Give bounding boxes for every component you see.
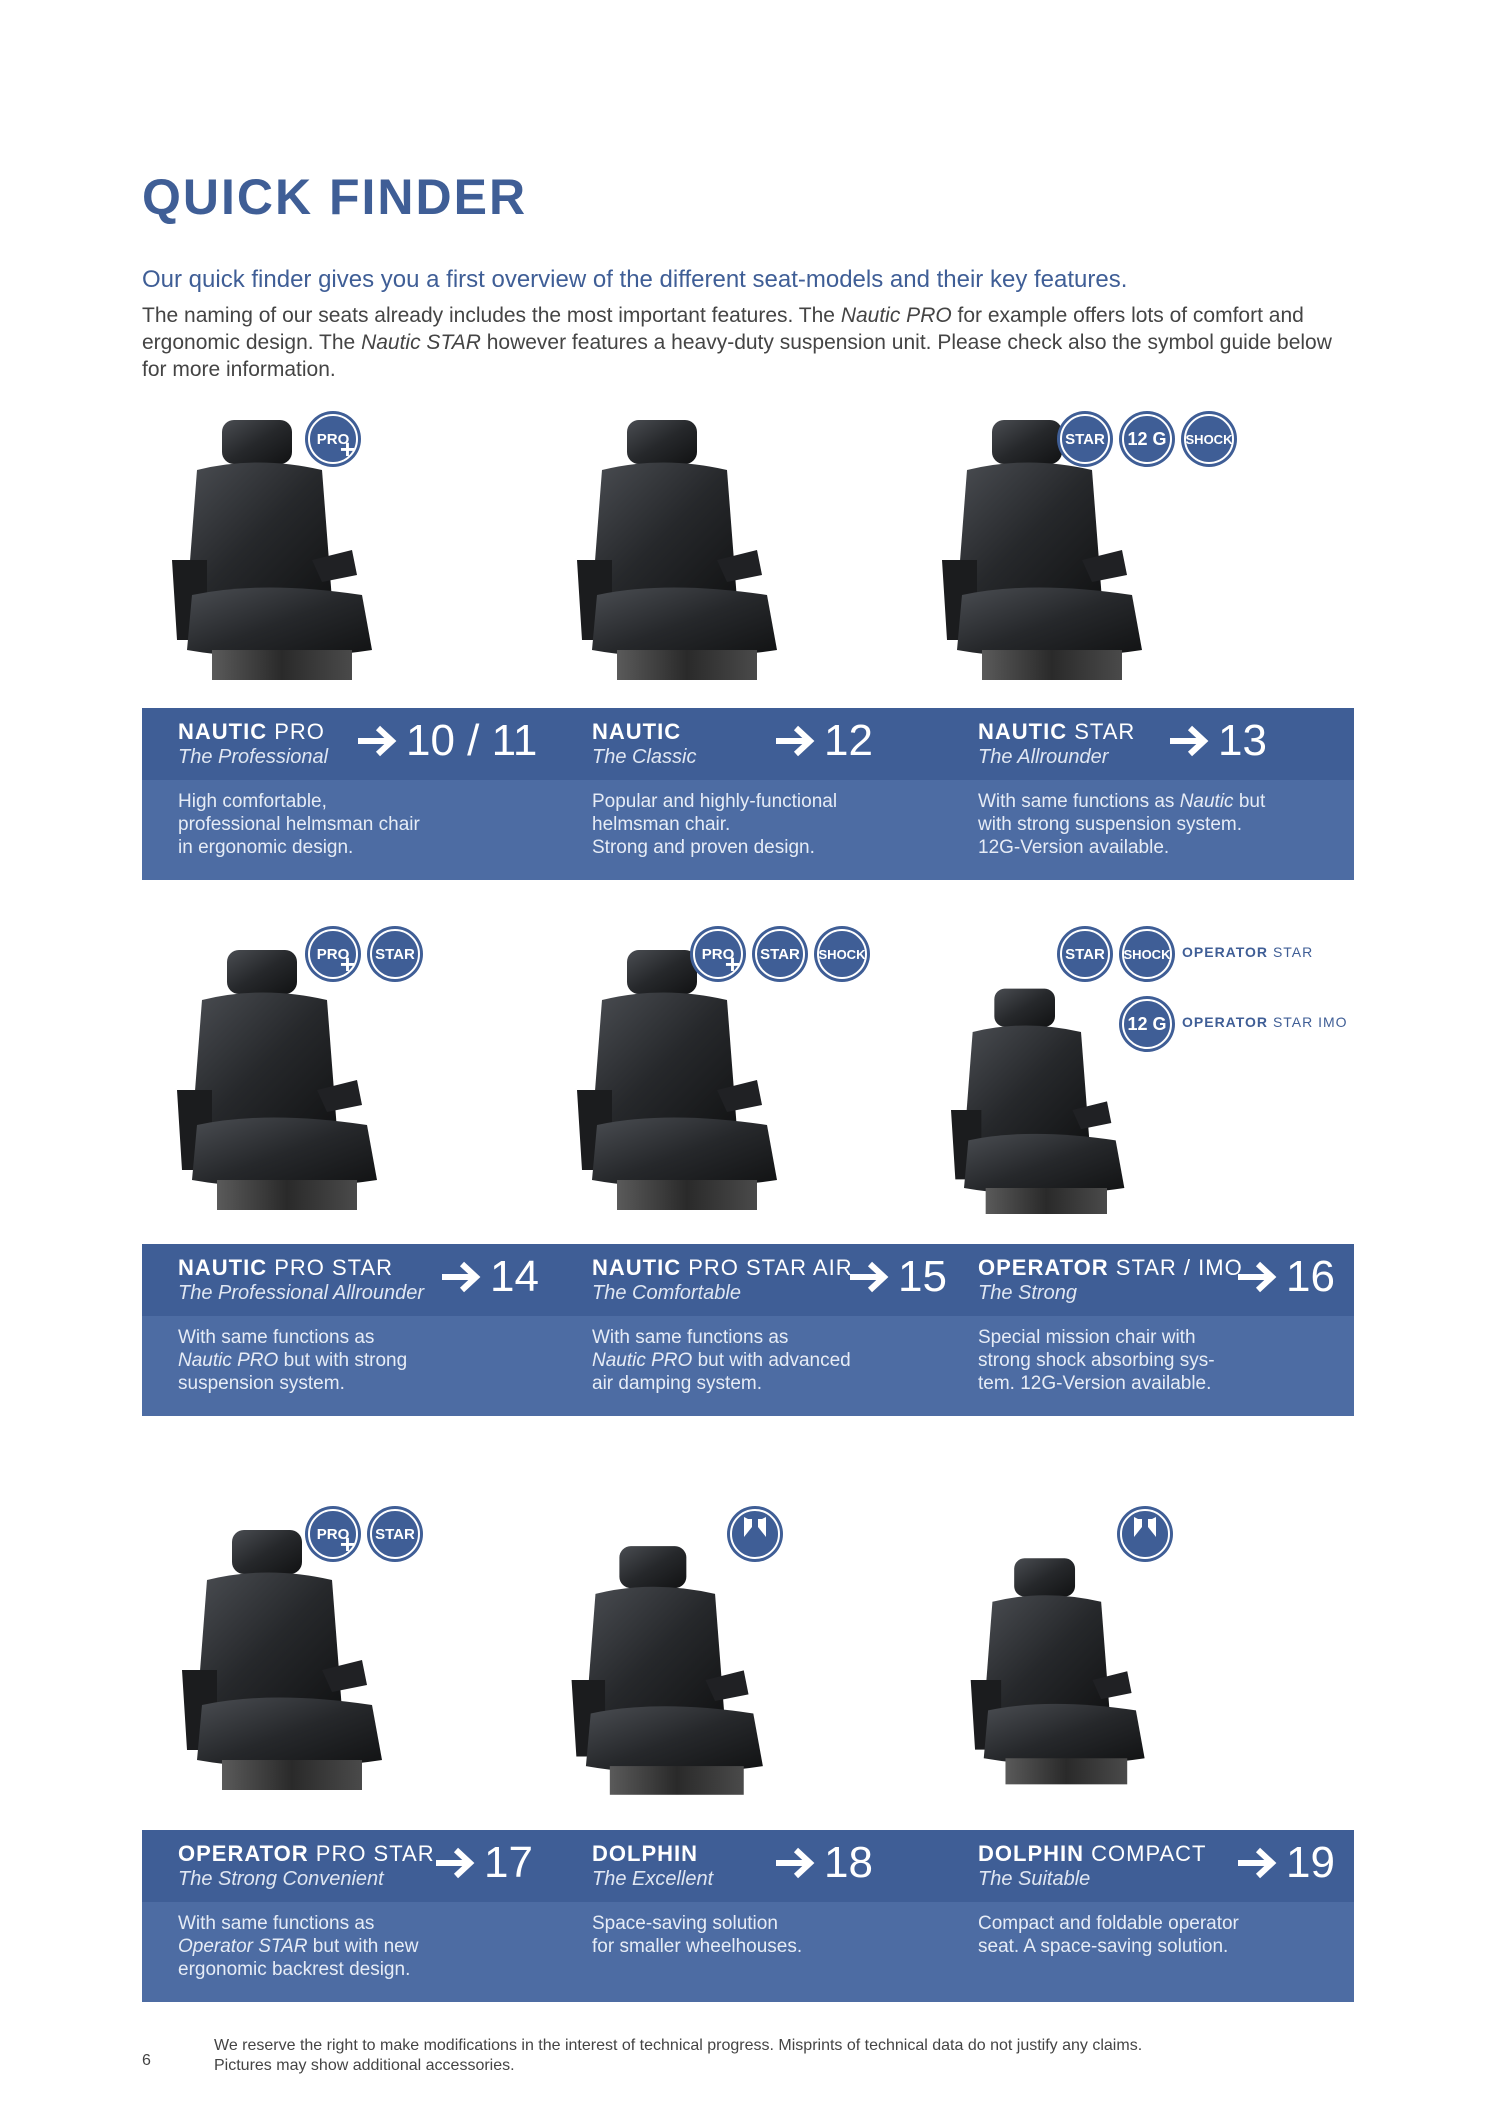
nautic-pro-icons bbox=[305, 411, 361, 467]
operator-star-icons bbox=[1057, 926, 1175, 982]
arrow-right-icon bbox=[1168, 724, 1210, 758]
product-subtitle: The Professional Allrounder bbox=[178, 1282, 425, 1304]
operator-star-icon-label: OPERATOR STAR bbox=[1182, 944, 1314, 960]
arrow-right-icon bbox=[774, 724, 816, 758]
star-icon: STAR bbox=[1057, 411, 1113, 467]
page-title: QUICK FINDER bbox=[142, 169, 528, 225]
product-description: Compact and foldable operator seat. A space-saving solution. bbox=[978, 1913, 1239, 1957]
product-row-3 bbox=[142, 1500, 1354, 2000]
product-description: Popular and highly-functional helmsman chair. Strong and proven design. bbox=[592, 791, 838, 858]
product-name: DOLPHIN COMPACT bbox=[978, 1841, 1207, 1866]
pro-icon: PRO + bbox=[305, 1506, 361, 1562]
product-subtitle: The Strong Convenient bbox=[178, 1868, 384, 1890]
product-description: With same functions as Nautic but with strong suspension system. 12G-Version available. bbox=[978, 791, 1266, 858]
arrow-right-icon bbox=[440, 1260, 482, 1294]
product-description: Special mission chair with strong shock absorbing sys- tem. 12G-Version available. bbox=[978, 1327, 1215, 1394]
arrow-right-icon bbox=[434, 1846, 476, 1880]
product-subtitle: The Classic bbox=[592, 746, 697, 768]
nautic-star-icons bbox=[1057, 411, 1237, 467]
product-subtitle: The Professional bbox=[178, 746, 329, 768]
product-subtitle: The Suitable bbox=[978, 1868, 1091, 1890]
product-description: With same functions as Nautic PRO but with strong suspension system. bbox=[178, 1327, 408, 1394]
product-name: NAUTIC STAR bbox=[978, 719, 1136, 744]
shock-icon: SHOCK bbox=[814, 926, 870, 982]
product-subtitle: The Excellent bbox=[592, 1868, 714, 1890]
product-subtitle: The Allrounder bbox=[978, 746, 1109, 768]
arrow-right-icon bbox=[1236, 1260, 1278, 1294]
dolphin-icons bbox=[727, 1506, 783, 1562]
product-name: DOLPHIN bbox=[592, 1841, 698, 1866]
arrow-right-icon bbox=[848, 1260, 890, 1294]
page-reference: 14 bbox=[440, 1252, 539, 1302]
product-subtitle: The Strong bbox=[978, 1282, 1077, 1304]
arrow-right-icon bbox=[774, 1846, 816, 1880]
shock-icon: SHOCK bbox=[1181, 411, 1237, 467]
nautic-pro-star-seat-image bbox=[167, 940, 397, 1240]
product-row-1 bbox=[142, 405, 1354, 880]
page-reference: 18 bbox=[774, 1838, 873, 1888]
product-subtitle: The Comfortable bbox=[592, 1282, 741, 1304]
product-description-band bbox=[142, 1902, 1354, 2002]
nautic-pro-star-air-icons bbox=[690, 926, 870, 982]
arrow-right-icon bbox=[1236, 1846, 1278, 1880]
footer-disclaimer: We reserve the right to make modifications in the interest of technical progress. Misprints of technical data do not justify any claims. Pictures may show additional accessories. bbox=[214, 2037, 1143, 2074]
nautic-pro-star-icons bbox=[305, 926, 423, 982]
page-reference: 16 bbox=[1236, 1252, 1335, 1302]
product-title-band bbox=[142, 708, 1354, 780]
dolphin-seat-image bbox=[562, 1530, 782, 1830]
product-name: NAUTIC PRO bbox=[178, 719, 325, 744]
shock-icon: SHOCK bbox=[1119, 926, 1175, 982]
12g-icon: 12 G bbox=[1119, 411, 1175, 467]
arrow-right-icon bbox=[356, 724, 398, 758]
star-icon: STAR bbox=[367, 926, 423, 982]
product-description: With same functions as Nautic PRO but with advanced air damping system. bbox=[592, 1327, 851, 1394]
product-description: With same functions as Operator STAR but with new ergonomic backrest design. bbox=[178, 1913, 419, 1980]
compact-width-icon bbox=[1117, 1506, 1173, 1562]
lead-text: Our quick finder gives you a first overview of the different seat-models and their key features. bbox=[142, 266, 1128, 293]
product-name: NAUTIC bbox=[592, 719, 682, 744]
page-reference: 12 bbox=[774, 716, 873, 766]
operator-pro-star-icons bbox=[305, 1506, 423, 1562]
nautic-pro-star-air-seat-image bbox=[567, 940, 797, 1240]
operator-star-imo-icons bbox=[1119, 996, 1175, 1052]
star-icon: STAR bbox=[1057, 926, 1113, 982]
product-title-band bbox=[142, 1830, 1354, 1902]
operator-star-seat-image bbox=[942, 980, 1142, 1240]
product-description: High comfortable, professional helmsman chair in ergonomic design. bbox=[178, 791, 420, 858]
pro-icon: PRO + bbox=[305, 411, 361, 467]
product-title-band bbox=[142, 1244, 1354, 1316]
product-row-2 bbox=[142, 920, 1354, 1420]
page-reference: 15 bbox=[848, 1252, 947, 1302]
12g-icon: 12 G bbox=[1119, 996, 1175, 1052]
dolphin-compact-icons bbox=[1117, 1506, 1173, 1562]
page-reference: 17 bbox=[434, 1838, 533, 1888]
page-reference: 10 / 11 bbox=[356, 716, 537, 766]
pro-icon: PRO + bbox=[305, 926, 361, 982]
pro-icon: PRO + bbox=[690, 926, 746, 982]
page-reference: 19 bbox=[1236, 1838, 1335, 1888]
intro-text: The naming of our seats already includes the most important features. The Nautic PRO for example offers lots of comfort and ergonomic design. The Nautic STAR however features a heavy-duty suspension unit. Please check also the symbol guide below for more information. bbox=[142, 304, 1332, 381]
product-name: NAUTIC PRO STAR bbox=[178, 1255, 394, 1280]
product-name: OPERATOR STAR / IMO bbox=[978, 1255, 1243, 1280]
product-description-band bbox=[142, 780, 1354, 880]
product-name: NAUTIC PRO STAR AIR bbox=[592, 1255, 853, 1280]
star-icon: STAR bbox=[367, 1506, 423, 1562]
product-description-band bbox=[142, 1316, 1354, 1416]
page-reference: 13 bbox=[1168, 716, 1267, 766]
product-name: OPERATOR PRO STAR bbox=[178, 1841, 435, 1866]
product-description: Space-saving solution for smaller wheelhouses. bbox=[592, 1913, 803, 1957]
operator-star-imo-icon-label: OPERATOR STAR IMO bbox=[1182, 1014, 1348, 1030]
dolphin-compact-seat-image bbox=[962, 1530, 1162, 1830]
nautic-seat-image bbox=[567, 410, 797, 710]
star-icon: STAR bbox=[752, 926, 808, 982]
page-number: 6 bbox=[142, 2052, 151, 2069]
compact-width-icon bbox=[727, 1506, 783, 1562]
